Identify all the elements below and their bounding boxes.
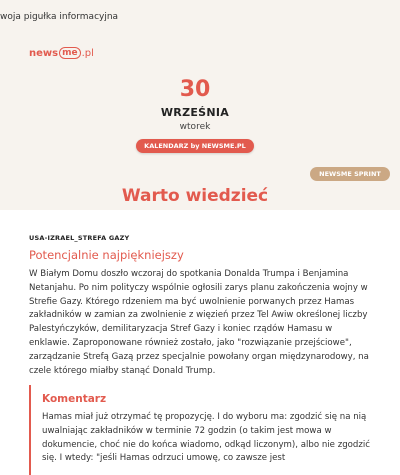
logo-me: me	[59, 47, 80, 59]
logo[interactable]	[29, 47, 94, 59]
sprint-button[interactable]: NEWSME SPRINT	[310, 167, 390, 181]
commentary-text: Hamas miał już otrzymać tę propozycję. I do wyboru ma: zgodzić się na nią uwalniając zakładników w terminie 72 godzin (o takim jest mowa w dokumencie, choć nie do końca wiadomo, odkąd liczonym), albo nie zgodzić się. I wtedy: "jeśli Hamas odrzuci umowę, co zawsze jest	[42, 412, 370, 464]
article-category: USA-IZRAEL_STREFA GAZY	[29, 234, 130, 242]
commentary-title: Komentarz	[42, 393, 107, 405]
tagline: woja pigułka informacyjna	[0, 12, 119, 22]
commentary-box	[29, 385, 371, 475]
logo-news: news	[29, 47, 59, 59]
article-headline[interactable]: Potencjalnie najpiękniejszy	[29, 248, 184, 262]
calendar-button[interactable]: KALENDARZ by NEWSME.PL	[136, 139, 254, 153]
date-day: 30	[179, 77, 211, 102]
article-body: W Białym Domu doszło wczoraj do spotkania Donalda Trumpa i Benjamina Netanjahu. Po nim polityczy wspólnie ogłosili zarys planu zakończenia wojny w Strefie Gazy. Którego rdzeniem ma być uwolnienie porwanych przez Hamas zakładników w zamian za zwolnienie z więzień przez Tel Awiw określonej liczby Palestyńczyków, demilitaryzacja Stref Gazy i koniec rządów Hamasu w enklawie. Zaproponowane również zostało, jako "rozwiązanie przejściowe", zarządzanie Strefą Gazą przez specjalnie powołany organ międzynarodowy, na czele którego miałby stanąć Donald Trump.	[29, 269, 369, 376]
logo-pl: .pl	[81, 47, 94, 59]
date-month: WRZEŚNIA	[160, 106, 230, 119]
section-title: Warto wiedzieć	[121, 186, 269, 206]
date-weekday: wtorek	[179, 122, 211, 132]
